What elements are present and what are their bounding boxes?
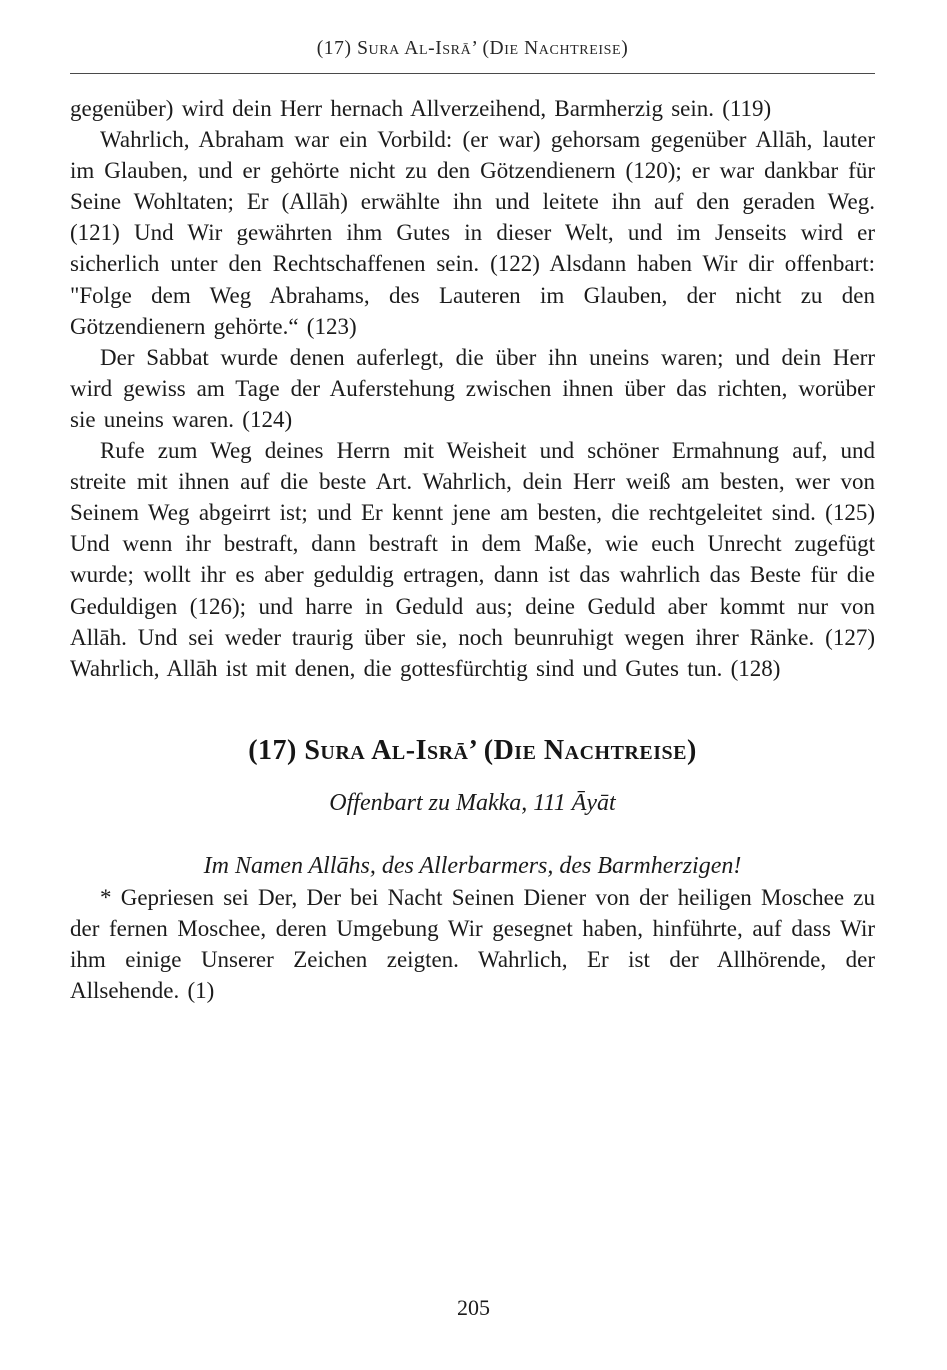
body-paragraph: gegenüber) wird dein Herr hernach Allverzeihend, Barmherzig sein. (119) bbox=[70, 96, 772, 121]
sura-section-heading: (17) Sura Al-Isrā’ (Die Nachtreise) bbox=[248, 734, 697, 766]
body-paragraph: Rufe zum Weg deines Herrn mit Weisheit und schöner Ermahnung auf, und streite mit ihnen auf die beste Art. Wahrlich, dein Herr weiß am besten, wer von Seinem Weg abgeirrt ist; und Er kennt jene am besten, die rechtgeleitet sind. (125) Und wenn ihr bestraft, dann bestraft in dem Maße, wie euch Unrecht zugefügt wurde; wollt ihr es aber geduldig ertragen, dann ist das wahrlich das Beste für die Geduldigen (126); und harre in Geduld aus; deine Geduld aber kommt nur von Allāh. Und sei weder traurig über sie, noch beunruhigt wegen ihrer Ränke. (127) Wahrlich, Allāh ist mit denen, die gottesfürchtig sind und Gutes tun. (128) bbox=[70, 438, 875, 681]
body-paragraph: Der Sabbat wurde denen auferlegt, die über ihn uneins waren; und dein Herr wird gewiss am Tage der Auferstehung zwischen ihnen über das richten, worüber sie uneins waren. (124) bbox=[70, 344, 875, 432]
body-text-block bbox=[70, 93, 875, 684]
header-rule-divider bbox=[70, 73, 875, 74]
body-paragraph: Wahrlich, Abraham war ein Vorbild: (er war) gehorsam gegenüber Allāh, lauter im Glauben, und er gehörte nicht zu den Götzendienern (120); er war dankbar für Seine Wohltaten; Er (Allāh) erwählte ihn und leitete ihn auf den geraden Weg. (121) Und Wir gewährten ihm Gutes in dieser Welt, und im Jenseits wird er sicherlich unter den Rechtschaffenen sein. (122) Alsdann haben Wir dir offenbart: "Folge dem Weg Abrahams, des Lauteren im Glauben, der nicht zu den Götzendienern gehörte.“ (123) bbox=[70, 127, 875, 339]
content-column bbox=[70, 0, 875, 1006]
running-header: (17) Sura Al-Isrā’ (Die Nachtreise) bbox=[316, 38, 629, 59]
verse-paragraph: * Gepriesen sei Der, Der bei Nacht Seinen Diener von der heiligen Moschee zu der fernen Moschee, deren Umgebung Wir gesegnet haben, hinführte, auf dass Wir ihm einige Unserer Zeichen zeigten. Wahrlich, Er ist der Allhörende, der Allsehende. (1) bbox=[70, 884, 875, 1004]
page-number: 205 bbox=[457, 1295, 490, 1320]
bismillah-line: Im Namen Allāhs, des Allerbarmers, des Barmherzigen! bbox=[203, 852, 742, 879]
sura-revelation-subtitle: Offenbart zu Makka, 111 Āyāt bbox=[329, 789, 616, 816]
verse-text-block bbox=[70, 882, 875, 1006]
